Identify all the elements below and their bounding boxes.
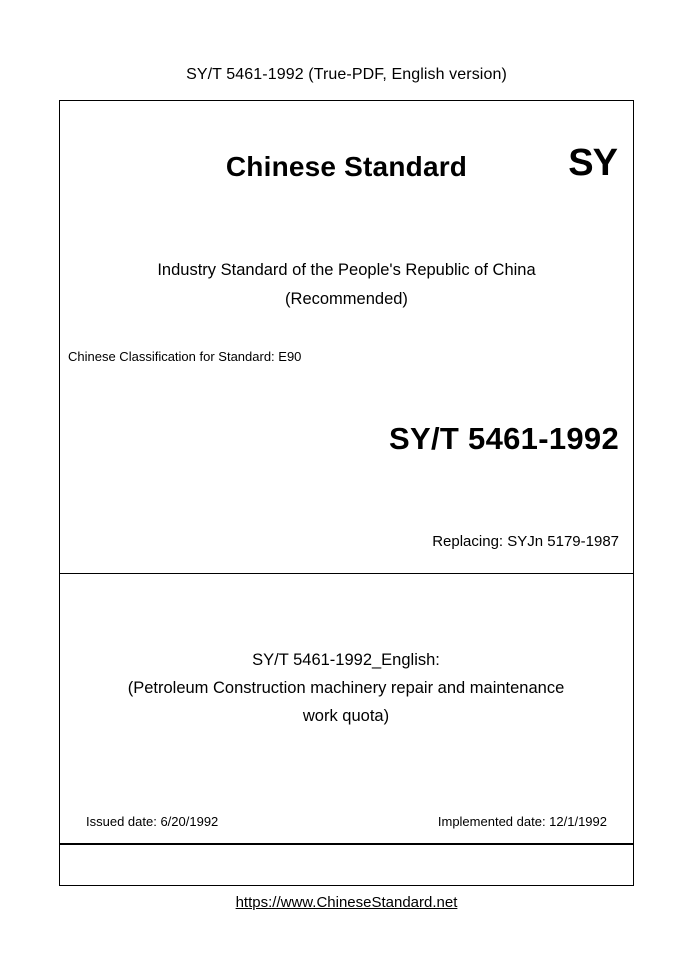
page-title: Chinese Standard bbox=[225, 151, 468, 182]
english-title-block bbox=[72, 646, 620, 730]
standard-number: SY/T 5461-1992 bbox=[389, 421, 619, 456]
website-link[interactable]: https://www.ChineseStandard.net bbox=[235, 894, 458, 911]
replacing-standard: Replacing: SYJn 5179-1987 bbox=[432, 533, 619, 550]
footer-link[interactable] bbox=[0, 894, 693, 911]
sy-logo: SY bbox=[568, 142, 617, 184]
english-title-line-2: (Petroleum Construction machinery repair and maintenance bbox=[127, 679, 565, 697]
dates-row bbox=[60, 814, 633, 829]
implemented-date: Implemented date: 12/1/1992 bbox=[437, 814, 607, 829]
issued-date: Issued date: 6/20/1992 bbox=[86, 814, 219, 829]
classification-code: Chinese Classification for Standard: E90 bbox=[68, 349, 302, 364]
title-row bbox=[60, 142, 633, 201]
subtitle-line-2: (Recommended) bbox=[285, 290, 408, 308]
subtitle-line-1: Industry Standard of the People's Republic of China bbox=[157, 261, 536, 279]
cover-frame bbox=[59, 100, 634, 886]
cover-upper-section bbox=[60, 101, 633, 574]
issuer-bar bbox=[60, 844, 633, 884]
cover-lower-section bbox=[60, 574, 633, 844]
english-title-line-1: SY/T 5461-1992_English: bbox=[252, 651, 440, 669]
english-title-line-3: work quota) bbox=[302, 707, 390, 725]
document-caption: SY/T 5461-1992 (True-PDF, English version) bbox=[186, 66, 507, 83]
subtitle-block bbox=[60, 256, 633, 314]
